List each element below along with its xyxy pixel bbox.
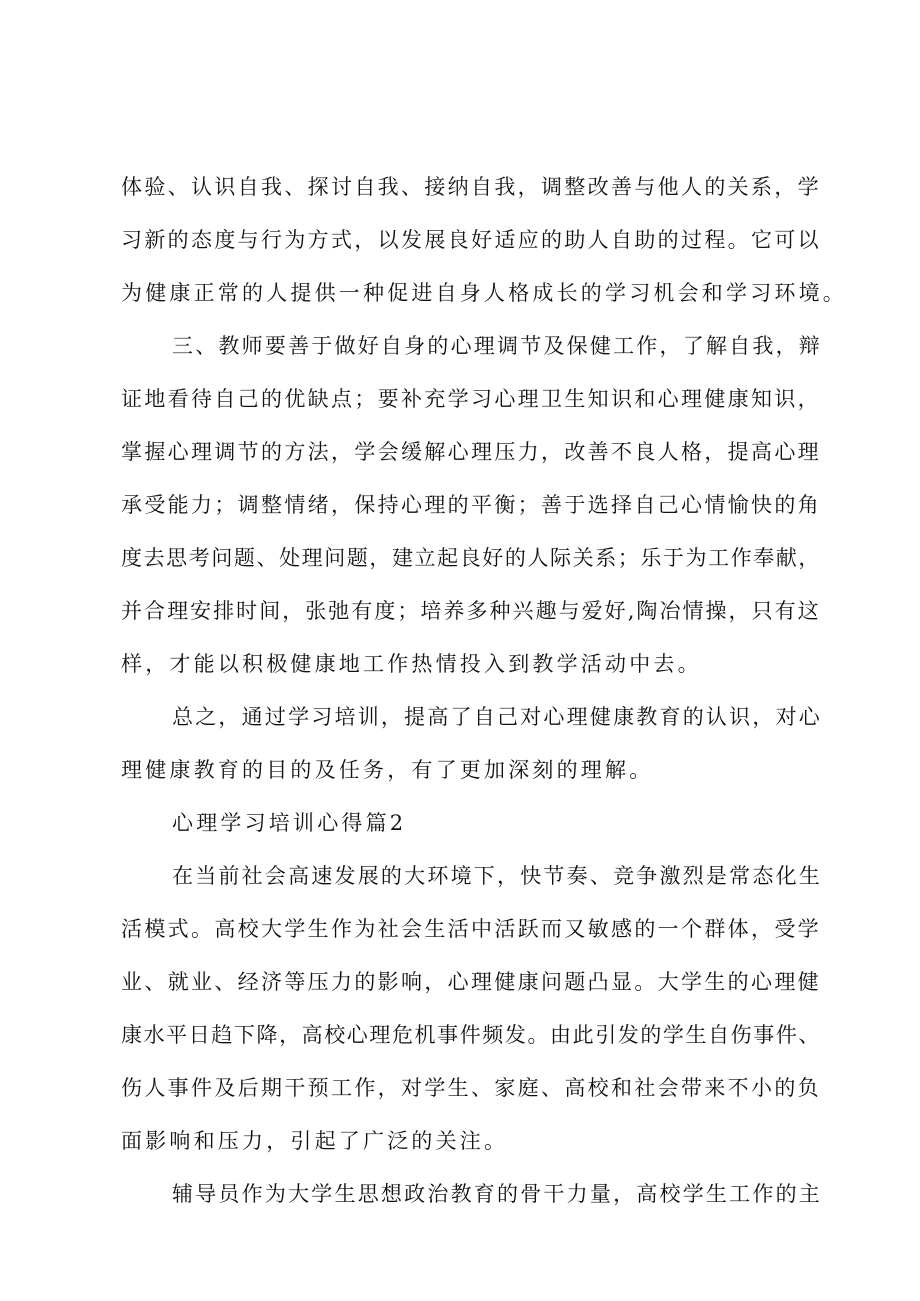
paragraph-1-line-1: 体验、认识自我、探讨自我、接纳自我，调整改善与他人的关系，学 xyxy=(121,175,821,199)
paragraph-2-line-1: 三、教师要善于做好自身的心理调节及保健工作，了解自我，辩 xyxy=(172,334,822,358)
paragraph-2-line-5: 度去思考问题、处理问题，建立起良好的人际关系；乐于为工作奉献， xyxy=(121,546,821,570)
paragraph-2-line-3: 掌握心理调节的方法，学会缓解心理压力，改善不良人格，提高心理 xyxy=(121,440,821,464)
paragraph-2-line-7: 样，才能以积极健康地工作热情投入到教学活动中去。 xyxy=(121,652,702,676)
paragraph-3-line-2: 理健康教育的目的及任务，有了更加深刻的理解。 xyxy=(121,758,654,782)
paragraph-4-line-1: 在当前社会高速发展的大环境下，快节奏、竞争激烈是常态化生 xyxy=(172,864,822,888)
paragraph-2-line-6: 并合理安排时间，张弛有度；培养多种兴趣与爱好,陶冶情操，只有这 xyxy=(121,599,821,623)
paragraph-4-line-6: 面影响和压力，引起了广泛的关注。 xyxy=(121,1129,509,1153)
paragraph-1-line-2: 习新的态度与行为方式，以发展良好适应的助人自助的过程。它可以 xyxy=(121,228,821,252)
paragraph-4-line-4: 康水平日趋下降，高校心理危机事件频发。由此引发的学生自伤事件、 xyxy=(121,1023,821,1047)
paragraph-3-line-1: 总之，通过学习培训，提高了自己对心理健康教育的认识，对心 xyxy=(172,705,822,729)
paragraph-4-line-2: 活模式。高校大学生作为社会生活中活跃而又敏感的一个群体，受学 xyxy=(121,917,821,941)
section-heading: 心理学习培训心得篇2 xyxy=(172,811,407,835)
paragraph-5-line-1: 辅导员作为大学生思想政治教育的骨干力量，高校学生工作的主 xyxy=(172,1182,822,1206)
paragraph-2-line-4: 承受能力；调整情绪，保持心理的平衡；善于选择自己心情愉快的角 xyxy=(121,493,821,517)
paragraph-4-line-3: 业、就业、经济等压力的影响，心理健康问题凸显。大学生的心理健 xyxy=(121,970,821,994)
paragraph-4-line-5: 伤人事件及后期干预工作，对学生、家庭、高校和社会带来不小的负 xyxy=(121,1076,821,1100)
paragraph-2-line-2: 证地看待自己的优缺点；要补充学习心理卫生知识和心理健康知识， xyxy=(121,387,821,411)
paragraph-1-line-3: 为健康正常的人提供一种促进自身人格成长的学习机会和学习环境。 xyxy=(121,281,847,305)
